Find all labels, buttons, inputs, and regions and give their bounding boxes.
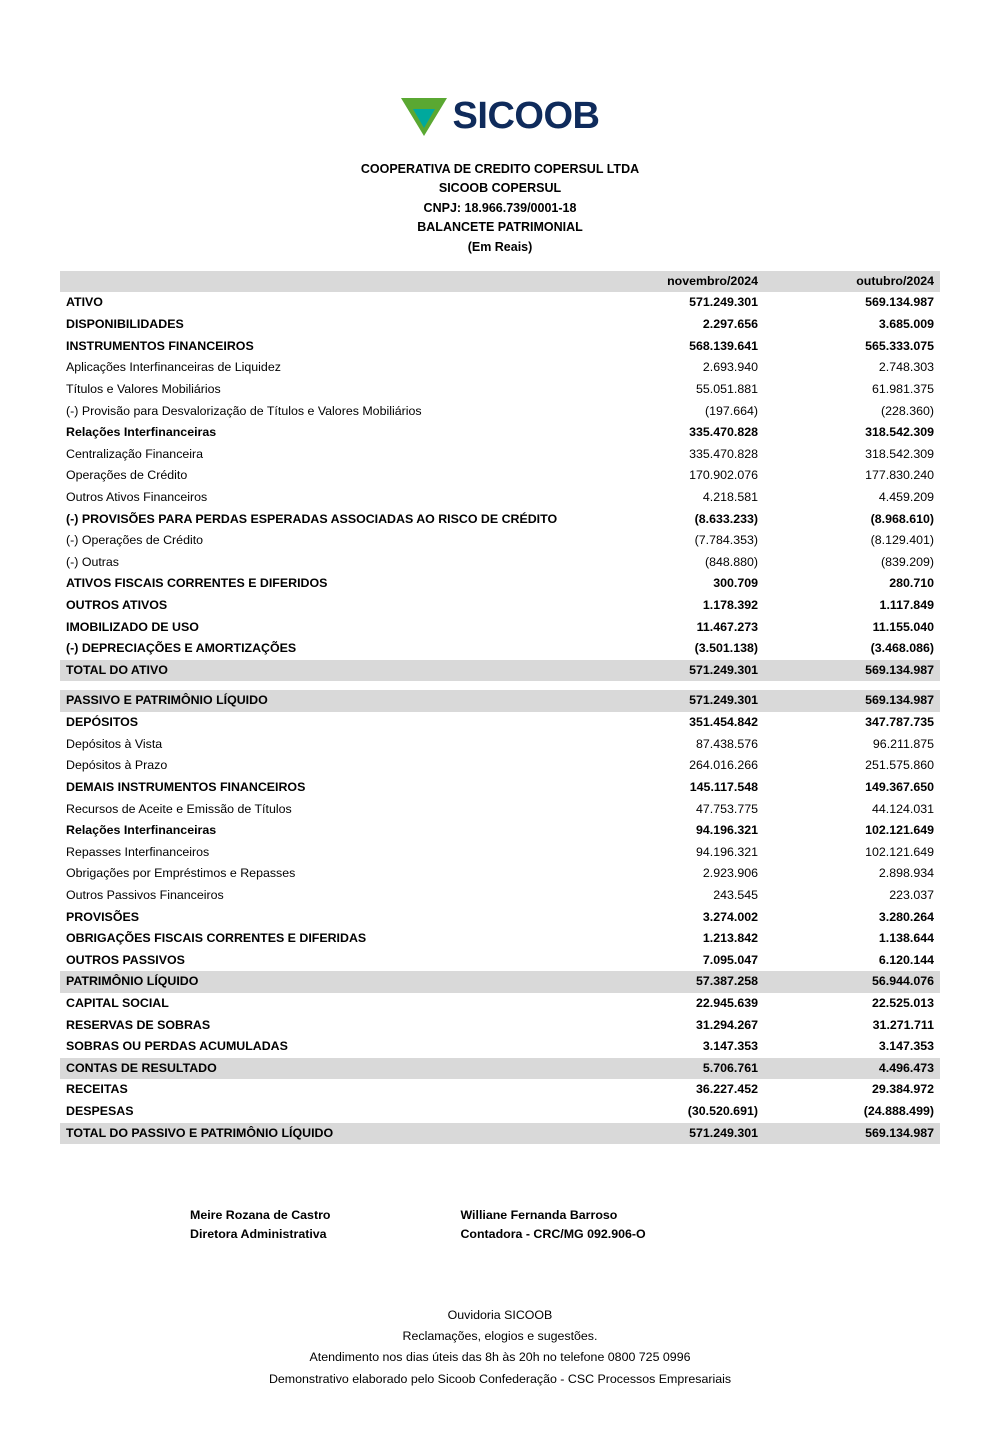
value-period-2: (839.209) bbox=[880, 554, 934, 569]
table-row bbox=[60, 907, 940, 929]
value-period-1: 22.945.639 bbox=[695, 995, 758, 1010]
value-period-2: 22.525.013 bbox=[871, 995, 934, 1010]
table-row bbox=[60, 820, 940, 842]
value-period-2: 4.459.209 bbox=[878, 489, 934, 504]
table-row bbox=[60, 863, 940, 885]
signature-area bbox=[60, 1206, 940, 1244]
account-label: Repasses Interfinanceiros bbox=[66, 844, 210, 859]
value-period-2: 2.748.303 bbox=[878, 360, 934, 375]
table-row bbox=[60, 638, 940, 660]
value-period-1: 4.218.581 bbox=[702, 489, 758, 504]
signature-block-accountant bbox=[460, 1206, 645, 1244]
account-label: (-) Outras bbox=[66, 554, 120, 569]
value-period-2: 318.542.309 bbox=[865, 425, 934, 440]
table-row bbox=[60, 1015, 940, 1037]
column-header-period-2: outubro/2024 bbox=[764, 271, 940, 293]
table-row bbox=[60, 690, 940, 712]
table-row bbox=[60, 530, 940, 552]
account-label: (-) PROVISÕES PARA PERDAS ESPERADAS ASSOCIADAS AO RISCO DE CRÉDITO bbox=[66, 511, 558, 526]
value-period-1: 11.467.273 bbox=[696, 619, 758, 634]
balance-sheet-table bbox=[60, 271, 940, 1144]
value-period-1: 31.294.267 bbox=[695, 1017, 758, 1032]
table-row bbox=[60, 487, 940, 509]
signature-role: Contadora - CRC/MG 092.906-O bbox=[460, 1227, 646, 1242]
signature-name: Meire Rozana de Castro bbox=[190, 1208, 331, 1223]
table-row bbox=[60, 1123, 940, 1145]
value-period-1: 3.147.353 bbox=[702, 1039, 758, 1054]
value-period-2: 29.384.972 bbox=[871, 1082, 934, 1097]
footer-line-hours: Atendimento nos dias úteis das 8h às 20h no telefone 0800 725 0996 bbox=[309, 1350, 691, 1365]
account-label: Operações de Crédito bbox=[66, 468, 188, 483]
value-period-1: 335.470.828 bbox=[689, 425, 758, 440]
value-period-2: 102.121.649 bbox=[865, 823, 934, 838]
table-row bbox=[60, 777, 940, 799]
table-row bbox=[60, 422, 940, 444]
table-row-spacer bbox=[60, 681, 940, 690]
account-label: Aplicações Interfinanceiras de Liquidez bbox=[66, 360, 281, 375]
value-period-2: 569.134.987 bbox=[865, 295, 934, 310]
account-label: DEMAIS INSTRUMENTOS FINANCEIROS bbox=[66, 779, 306, 794]
value-period-2: 347.787.735 bbox=[865, 715, 934, 730]
account-label: Outros Ativos Financeiros bbox=[66, 489, 208, 504]
value-period-1: 2.923.906 bbox=[702, 866, 758, 881]
table-row bbox=[60, 734, 940, 756]
value-period-1: (848.880) bbox=[704, 554, 758, 569]
value-period-2: 1.138.644 bbox=[878, 931, 934, 946]
table-row bbox=[60, 357, 940, 379]
table-row bbox=[60, 336, 940, 358]
table-row bbox=[60, 950, 940, 972]
value-period-2: 31.271.711 bbox=[872, 1017, 934, 1032]
value-period-2: 1.117.849 bbox=[879, 598, 934, 613]
document-header bbox=[60, 160, 940, 257]
table-row bbox=[60, 1036, 940, 1058]
value-period-1: 1.178.392 bbox=[702, 598, 758, 613]
value-period-1: 568.139.641 bbox=[689, 338, 758, 353]
account-label: Relações Interfinanceiras bbox=[66, 425, 217, 440]
value-period-2: (8.129.401) bbox=[870, 533, 934, 548]
account-label: ATIVO bbox=[66, 295, 103, 310]
brand-name: SICOOB bbox=[452, 95, 600, 137]
value-period-2: 11.155.040 bbox=[872, 619, 934, 634]
account-label: DISPONIBILIDADES bbox=[66, 317, 184, 332]
value-period-2: 44.124.031 bbox=[871, 801, 934, 816]
signature-role: Diretora Administrativa bbox=[190, 1227, 327, 1242]
table-row bbox=[60, 379, 940, 401]
value-period-2: (8.968.610) bbox=[870, 511, 934, 526]
account-label: DEPÓSITOS bbox=[66, 715, 139, 730]
account-label: Relações Interfinanceiras bbox=[66, 823, 217, 838]
value-period-1: 2.693.940 bbox=[702, 360, 758, 375]
table-row bbox=[60, 509, 940, 531]
value-period-2: 3.685.009 bbox=[878, 317, 934, 332]
value-period-1: (8.633.233) bbox=[694, 511, 758, 526]
signature-block-director bbox=[190, 1206, 330, 1244]
account-label: CAPITAL SOCIAL bbox=[66, 995, 169, 1010]
account-label: INSTRUMENTOS FINANCEIROS bbox=[66, 338, 254, 353]
value-period-1: 1.213.842 bbox=[702, 931, 758, 946]
value-period-1: 170.902.076 bbox=[689, 468, 758, 483]
spacer-cell bbox=[60, 681, 940, 690]
table-row bbox=[60, 885, 940, 907]
value-period-1: (197.664) bbox=[704, 403, 758, 418]
value-period-2: 61.981.375 bbox=[871, 381, 934, 396]
table-row bbox=[60, 401, 940, 423]
table-row bbox=[60, 1101, 940, 1123]
table-row bbox=[60, 928, 940, 950]
account-label: Depósitos à Vista bbox=[66, 736, 163, 751]
table-row bbox=[60, 971, 940, 993]
value-period-1: 55.051.881 bbox=[695, 381, 758, 396]
value-period-2: 6.120.144 bbox=[878, 952, 934, 967]
account-label: CONTAS DE RESULTADO bbox=[60, 1058, 588, 1080]
account-label: PROVISÕES bbox=[66, 909, 139, 924]
header-line-brand: SICOOB COPERSUL bbox=[438, 181, 562, 196]
value-period-1: 94.196.321 bbox=[695, 844, 758, 859]
account-label: Títulos e Valores Mobiliários bbox=[66, 381, 221, 396]
value-period-1: 87.438.576 bbox=[695, 736, 758, 751]
account-label: Recursos de Aceite e Emissão de Títulos bbox=[66, 801, 292, 816]
value-period-1: (30.520.691) bbox=[687, 1104, 758, 1119]
table-row bbox=[60, 314, 940, 336]
value-period-1: 571.249.301 bbox=[588, 660, 764, 682]
value-period-2: 4.496.473 bbox=[764, 1058, 940, 1080]
header-line-cnpj: CNPJ: 18.966.739/0001-18 bbox=[423, 200, 577, 215]
value-period-1: 2.297.656 bbox=[702, 317, 758, 332]
value-period-2: 96.211.875 bbox=[872, 736, 934, 751]
table-row bbox=[60, 755, 940, 777]
account-label: IMOBILIZADO DE USO bbox=[66, 619, 199, 634]
value-period-2: 177.830.240 bbox=[865, 468, 934, 483]
brand-logo bbox=[60, 95, 940, 138]
sicoob-checkmark-icon bbox=[401, 96, 447, 138]
account-label: OBRIGAÇÕES FISCAIS CORRENTES E DIFERIDAS bbox=[66, 931, 367, 946]
value-period-1: 94.196.321 bbox=[695, 823, 758, 838]
table-row bbox=[60, 573, 940, 595]
value-period-1: (7.784.353) bbox=[694, 533, 758, 548]
table-header bbox=[60, 271, 940, 293]
value-period-2: 149.367.650 bbox=[865, 779, 934, 794]
value-period-1: 264.016.266 bbox=[689, 758, 758, 773]
account-label: (-) DEPRECIAÇÕES E AMORTIZAÇÕES bbox=[66, 641, 297, 656]
value-period-2: 56.944.076 bbox=[764, 971, 940, 993]
value-period-1: 7.095.047 bbox=[702, 952, 758, 967]
value-period-2: 569.134.987 bbox=[764, 690, 940, 712]
table-row bbox=[60, 465, 940, 487]
account-label: Obrigações por Empréstimos e Repasses bbox=[66, 866, 296, 881]
account-label: Outros Passivos Financeiros bbox=[66, 887, 224, 902]
table-row bbox=[60, 1079, 940, 1101]
table-row bbox=[60, 617, 940, 639]
value-period-2: 102.121.649 bbox=[865, 844, 934, 859]
value-period-2: 3.147.353 bbox=[878, 1039, 934, 1054]
value-period-2: 565.333.075 bbox=[865, 338, 934, 353]
value-period-1: (3.501.138) bbox=[694, 641, 758, 656]
header-line-title: BALANCETE PATRIMONIAL bbox=[417, 220, 583, 235]
value-period-2: 3.280.264 bbox=[878, 909, 934, 924]
account-label: RESERVAS DE SOBRAS bbox=[66, 1017, 211, 1032]
account-label: PASSIVO E PATRIMÔNIO LÍQUIDO bbox=[60, 690, 588, 712]
value-period-2: 569.134.987 bbox=[764, 660, 940, 682]
header-line-company: COOPERATIVA DE CREDITO COPERSUL LTDA bbox=[360, 162, 640, 176]
table-row bbox=[60, 292, 940, 314]
value-period-2: (228.360) bbox=[880, 403, 934, 418]
header-line-currency: (Em Reais) bbox=[467, 239, 533, 254]
value-period-1: 3.274.002 bbox=[702, 909, 758, 924]
value-period-1: 145.117.548 bbox=[689, 779, 758, 794]
value-period-2: 318.542.309 bbox=[865, 446, 934, 461]
account-label: OUTROS ATIVOS bbox=[66, 598, 168, 613]
column-header-account bbox=[60, 271, 588, 293]
document-footer bbox=[60, 1305, 940, 1390]
value-period-1: 57.387.258 bbox=[588, 971, 764, 993]
value-period-2: 569.134.987 bbox=[764, 1123, 940, 1145]
account-label: DESPESAS bbox=[66, 1104, 134, 1119]
account-label: Centralização Financeira bbox=[66, 446, 204, 461]
table-row bbox=[60, 799, 940, 821]
table-row bbox=[60, 842, 940, 864]
signature-name: Williane Fernanda Barroso bbox=[460, 1208, 618, 1223]
account-label: PATRIMÔNIO LÍQUIDO bbox=[60, 971, 588, 993]
table-row bbox=[60, 712, 940, 734]
value-period-1: 5.706.761 bbox=[588, 1058, 764, 1080]
value-period-1: 571.249.301 bbox=[588, 1123, 764, 1145]
value-period-1: 300.709 bbox=[713, 576, 758, 591]
value-period-1: 335.470.828 bbox=[689, 446, 758, 461]
table-row bbox=[60, 993, 940, 1015]
account-label: (-) Operações de Crédito bbox=[66, 533, 204, 548]
account-label: SOBRAS OU PERDAS ACUMULADAS bbox=[66, 1039, 288, 1054]
table-row bbox=[60, 552, 940, 574]
account-label: OUTROS PASSIVOS bbox=[66, 952, 185, 967]
footer-line-source: Demonstrativo elaborado pelo Sicoob Confederação - CSC Processos Empresariais bbox=[268, 1371, 732, 1386]
table-row bbox=[60, 595, 940, 617]
account-label: TOTAL DO PASSIVO E PATRIMÔNIO LÍQUIDO bbox=[60, 1123, 588, 1145]
value-period-2: 251.575.860 bbox=[865, 758, 934, 773]
value-period-2: (24.888.499) bbox=[863, 1104, 934, 1119]
account-label: TOTAL DO ATIVO bbox=[60, 660, 588, 682]
footer-line-claims: Reclamações, elogios e sugestões. bbox=[402, 1329, 598, 1344]
value-period-1: 243.545 bbox=[713, 887, 758, 902]
table-body bbox=[60, 292, 940, 1144]
value-period-1: 47.753.775 bbox=[695, 801, 758, 816]
account-label: ATIVOS FISCAIS CORRENTES E DIFERIDOS bbox=[66, 576, 328, 591]
value-period-2: 2.898.934 bbox=[878, 866, 934, 881]
value-period-2: (3.468.086) bbox=[870, 641, 934, 656]
value-period-2: 280.710 bbox=[889, 576, 934, 591]
account-label: (-) Provisão para Desvalorização de Títulos e Valores Mobiliários bbox=[66, 403, 422, 418]
value-period-1: 571.249.301 bbox=[689, 295, 758, 310]
table-row bbox=[60, 660, 940, 682]
column-header-period-1: novembro/2024 bbox=[588, 271, 764, 293]
value-period-2: 223.037 bbox=[889, 887, 934, 902]
value-period-1: 571.249.301 bbox=[588, 690, 764, 712]
footer-line-ombudsman: Ouvidoria SICOOB bbox=[447, 1307, 553, 1322]
account-label: RECEITAS bbox=[66, 1082, 128, 1097]
value-period-1: 36.227.452 bbox=[695, 1082, 758, 1097]
table-row bbox=[60, 444, 940, 466]
value-period-1: 351.454.842 bbox=[689, 715, 758, 730]
table-row bbox=[60, 1058, 940, 1080]
account-label: Depósitos à Prazo bbox=[66, 758, 168, 773]
